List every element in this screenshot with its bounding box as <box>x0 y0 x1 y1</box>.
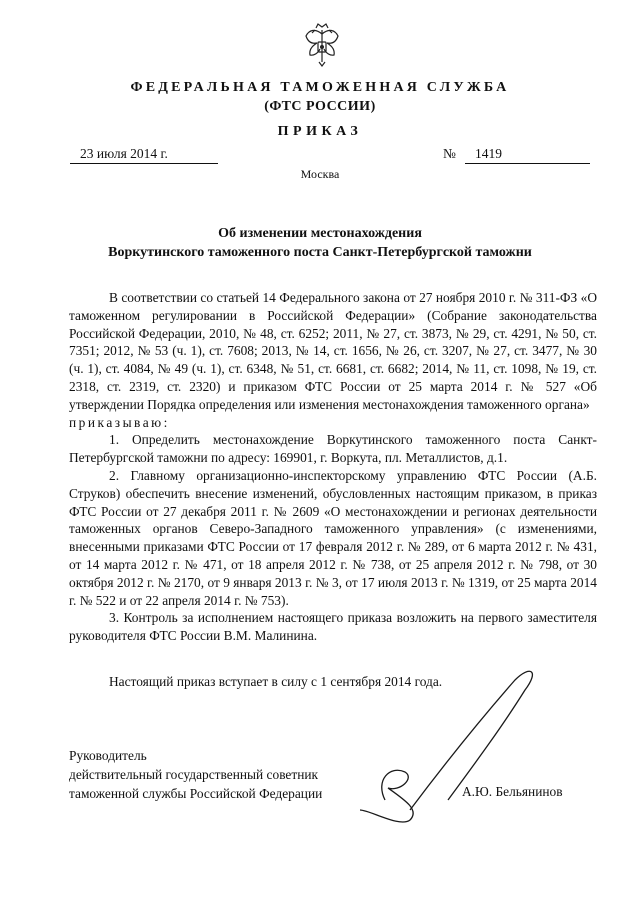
order-number-label: № <box>443 146 456 161</box>
order-item-2: 2. Главному организационно-инспекторскому управлению ФТС России (А.Б. Струков) обеспечить внесение изменений, обусловленных настоящим приказом, в приказ ФТС России от 27 декабря 2011 г. № 2609 «О местонахождении и регионах деятельности таможенных органов Северо-Западного таможенного управления» (с изменениями, внесенными приказами ФТС России от 17 февраля 2012 г. № 289, от 6 марта 2012 г. № 431, от 14 марта 2012 г. № 471, от 18 апреля 2012 г. № 738, от 25 апреля 2012 г. № 798, от 30 октября 2012 г. № 2170, от 9 января 2013 г. № 3, от 17 июля 2013 г. № 1319, от 25 марта 2014 г. № 522 и от 22 апреля 2014 г. № 753). <box>69 467 597 608</box>
signatory-title-line-2: действительный государственный советник <box>69 767 319 782</box>
agency-name: ФЕДЕРАЛЬНАЯ ТАМОЖЕННАЯ СЛУЖБА <box>130 80 510 95</box>
preamble-paragraph: В соответствии со статьей 14 Федерального закона от 27 ноября 2010 г. № 311-ФЗ «О таможенном регулировании в Российской Федерации» (Собрание законодательства Российской Федерации, 2010, № 48, ст. 6252; 2011, № 27, ст. 3873, № 29, ст. 4291, № 50, ст. 7351; 2012, № 53 (ч. 1), ст. 7608; 2013, № 14, ст. 1656, № 26, ст. 3207, № 27, ст. 3477, № 30 (ч. 1), ст. 4084, № 49 (ч. 1), ст. 6348, № 51, ст. 6681, ст. 6682; 2014, № 11, ст. 1098, № 19, ст. 2318, ст. 2319, ст. 2320) и приказом ФТС России от 25 марта 2014 г. № 527 «Об утверждении Порядка определения или изменения местонахождения таможенного органа» <box>69 290 597 412</box>
document-type: ПРИКАЗ <box>277 124 363 139</box>
order-date: 23 июля 2014 г. <box>70 146 218 164</box>
signatory-name: А.Ю. Бельянинов <box>462 784 563 799</box>
signatory-title-line-3: таможенной службы Российской Федерации <box>69 786 323 801</box>
handwritten-signature <box>330 660 560 830</box>
order-title <box>0 224 640 262</box>
coat-of-arms-emblem <box>303 22 341 68</box>
signatory-position <box>69 746 322 803</box>
agency-abbreviation: (ФТС РОССИИ) <box>264 99 376 114</box>
signatory-title-line-1: Руководитель <box>69 748 147 763</box>
title-line-1: Об изменении местонахождения <box>218 226 422 241</box>
order-directive: приказываю: <box>69 414 170 430</box>
order-number: 1419 <box>465 146 590 164</box>
order-item-1: 1. Определить местонахождение Воркутинского таможенного поста Санкт-Петербургской таможни по адресу: 169901, г. Воркута, пл. Металлистов, д.1. <box>69 432 597 466</box>
order-item-3: 3. Контроль за исполнением настоящего приказа возложить на первого заместителя руководителя ФТС России В.М. Малинина. <box>69 610 597 644</box>
order-body <box>69 289 597 691</box>
effective-date-paragraph: Настоящий приказ вступает в силу с 1 сентября 2014 года. <box>109 673 443 689</box>
city: Москва <box>300 167 340 181</box>
title-line-2: Воркутинского таможенного поста Санкт-Петербургской таможни <box>108 245 532 260</box>
